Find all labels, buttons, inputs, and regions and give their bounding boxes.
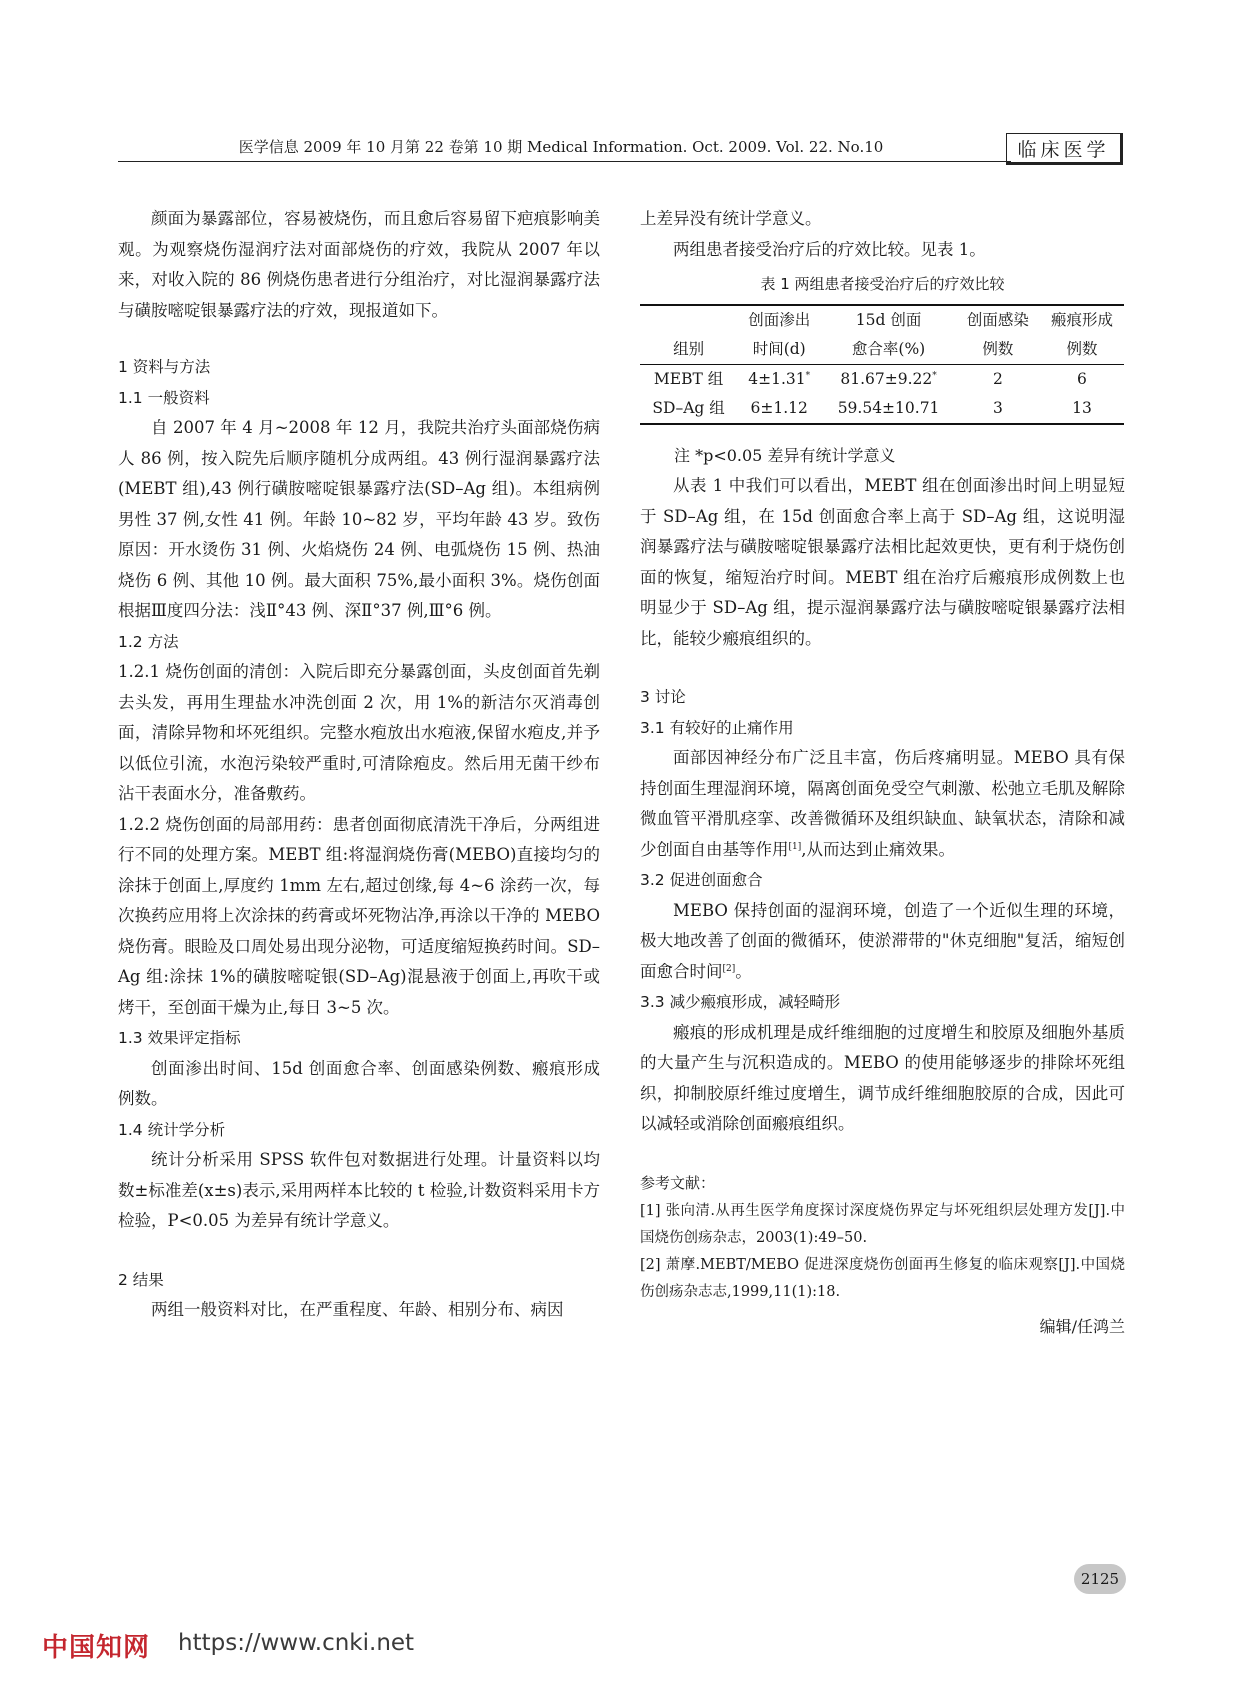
table-header-cell: 15d 创面 (821, 305, 956, 335)
table-cell: 6 (1077, 369, 1087, 388)
section-3-heading: 3 讨论 (640, 688, 686, 706)
citation: [1] (788, 841, 802, 852)
section-1-heading: 1 资料与方法 (118, 358, 211, 376)
table-header-cell: 创面感染 (956, 305, 1040, 335)
table-header-cell: 瘢痕形成 (1040, 305, 1124, 335)
section-1-3-text: 创面渗出时间、15d 创面愈合率、创面感染例数、瘢痕形成例数。 (118, 1058, 600, 1108)
section-3-2-heading: 3.2 促进创面愈合 (640, 871, 763, 889)
running-head: 医学信息 2009 年 10 月第 22 卷第 10 期 Medical Information. Oct. 2009. Vol. 22. No.10 (238, 138, 884, 156)
intro-paragraph: 颜面为暴露部位，容易被烧伤，而且愈后容易留下疤痕影响美观。为观察烧伤湿润疗法对面部烧伤的疗效，我院从 2007 年以来，对收入院的 86 例烧伤患者进行分组治疗，对比湿润暴露疗法与磺胺嘧啶银暴露疗法的疗效，现报道如下。 (118, 209, 600, 320)
section-1-3-heading: 1.3 效果评定指标 (118, 1029, 241, 1047)
table-header-cell (640, 305, 737, 335)
table-cell: 59.54±10.71 (821, 394, 956, 424)
section-1-2-heading: 1.2 方法 (118, 632, 179, 651)
table-cell: SD–Ag 组 (640, 394, 737, 424)
section-1-2-2-text: 1.2.2 烧伤创面的局部用药：患者创面彻底清洗干净后，分两组进行不同的处理方案。MEBT 组:将湿润烧伤膏(MEBO)直接均匀的涂抹于创面上,厚度约 1mm 左右,超过创缘,每 4~6 涂药一次，每次换药应用将上次涂抹的药膏或坏死物沾净,再涂以干净的 MEBO 烧伤膏。眼睑及口周处易出现分泌物，可适度缩短换药时间。SD–Ag 组:涂抹 1%的磺胺嘧啶银(SD–Ag)混悬液于创面上,再吹干或烤干，至创面干燥为止,每日 3~5 次。 (118, 814, 600, 1017)
table-header-cell: 例数 (956, 335, 1040, 365)
table-cell: 2 (992, 369, 1003, 388)
citation: [2] (722, 963, 736, 974)
section-2-continued: 上差异没有统计学意义。 (640, 209, 822, 228)
table-row (640, 394, 1124, 424)
section-1-4-heading: 1.4 统计学分析 (118, 1120, 226, 1139)
table-header-cell: 愈合率(%) (821, 335, 956, 365)
section-3-1-text: 面部因神经分布广泛且丰富，伤后疼痛明显。MEBO 具有保持创面生理湿润环境，隔离创面免受空气刺激、松弛立毛肌及解除微血管平滑肌痉挛、改善微循环及组织缺血、缺氧状态，清除和减少创面自由基等作用[1],从而达到止痛效果。 (640, 748, 1125, 859)
section-2-heading: 2 结果 (118, 1270, 164, 1289)
table-row (640, 364, 1124, 394)
table-note: 注 *p<0.05 差异有统计学意义 (674, 445, 896, 465)
section-1-2-1-text: 1.2.1 烧伤创面的清创：入院后即充分暴露创面，头皮创面首先剃去头发，再用生理盐水冲洗创面 2 次，用 1%的新洁尔灭消毒创面，清除异物和坏死组织。完整水疱放出水疱液,保留水疱皮,并予以低位引流，水泡污染较严重时,可清除疱皮。然后用无菌干纱布沾干表面水分，准备敷药。 (118, 662, 600, 803)
table-cell: 13 (1040, 394, 1124, 424)
section-1-1-heading: 1.1 一般资料 (118, 388, 210, 407)
table-header-cell: 组别 (640, 335, 737, 365)
table-cell: 3 (956, 394, 1040, 424)
table-cell: 4±1.31* (748, 369, 811, 388)
table-cell: 81.67±9.22* (840, 369, 937, 388)
editor-credit: 编辑/任鸿兰 (1039, 1317, 1125, 1336)
left-column (118, 204, 600, 1326)
references-heading: 参考文献： (640, 1173, 716, 1192)
table-header-row (640, 305, 1124, 335)
page-number: 2125 (1074, 1564, 1126, 1594)
header-rule (118, 161, 1011, 162)
section-3-1-heading: 3.1 有较好的止痛作用 (640, 718, 794, 737)
cnki-url[interactable]: https://www.cnki.net (178, 1630, 415, 1656)
section-3-3-text: 瘢痕的形成机理是成纤维细胞的过度增生和胶原及细胞外基质的大量产生与沉积造成的。MEBO 的使用能够逐步的排除坏死组织，抑制胶原纤维过度增生，调节成纤维细胞胶原的合成，因此可以减轻或消除创面瘢痕组织。 (640, 1022, 1125, 1133)
table-cell: 6±1.12 (737, 394, 821, 424)
reference-item: [2] 萧摩.MEBT/MEBO 促进深度烧伤创面再生修复的临床观察[J].中国烧伤创疡杂志志,1999,11(1):18. (640, 1257, 1125, 1300)
section-3-2-text: MEBO 保持创面的湿润环境，创造了一个近似生理的环境，极大地改善了创面的微循环，使淤滞带的"休克细胞"复活，缩短创面愈合时间[2]。 (640, 900, 1125, 981)
right-column (640, 204, 1125, 1343)
table-header-cell: 例数 (1040, 335, 1124, 365)
section-3-3-heading: 3.3 减少瘢痕形成，减轻畸形 (640, 993, 841, 1011)
table-caption: 表 1 两组患者接受治疗后的疗效比较 (760, 275, 1005, 293)
table-header-cell: 时间(d) (737, 335, 821, 365)
significance-marker: * (805, 370, 811, 381)
reference-item: [1] 张向清.从再生医学角度探讨深度烧伤界定与坏死组织层处理方发[J].中国烧伤创疡杂志，2003(1):49–50. (640, 1203, 1125, 1246)
results-table (640, 304, 1124, 425)
section-2-text: 两组一般资料对比，在严重程度、年龄、相别分布、病因 (151, 1300, 564, 1319)
section-1-4-text: 统计分析采用 SPSS 软件包对数据进行处理。计量资料以均数±标准差(x±s)表示,采用两样本比较的 t 检验,计数资料采用卡方检验，P<0.05 为差异有统计学意义。 (118, 1150, 600, 1230)
significance-marker: * (932, 370, 937, 381)
table-header-row (640, 335, 1124, 365)
section-1-1-text: 自 2007 年 4 月~2008 年 12 月，我院共治疗头面部烧伤病人 86 例，按入院先后顺序随机分成两组。43 例行湿润暴露疗法(MEBT 组),43 例行磺胺嘧啶银暴露疗法(SD–Ag 组)。本组病例男性 37 例,女性 41 例。年龄 10~82 岁，平均年龄 43 岁。致伤原因：开水烫伤 31 例、火焰烧伤 24 例、电弧烧伤 15 例、热油烧伤 6 例、其他 10 例。最大面积 75%,最小面积 3%。烧伤创面根据Ⅲ度四分法：浅Ⅱ°43 例、深Ⅱ°37 例,Ⅲ°6 例。 (118, 418, 600, 620)
table-cell: MEBT 组 (653, 369, 724, 388)
cnki-logo: 中国知网 (42, 1633, 151, 1663)
section-label: 临床医学 (1006, 133, 1123, 165)
table-header-cell: 创面渗出 (737, 305, 821, 335)
results-analysis: 从表 1 中我们可以看出，MEBT 组在创面渗出时间上明显短于 SD–Ag 组，在 15d 创面愈合率上高于 SD–Ag 组，这说明湿润暴露疗法与磺胺嘧啶银暴露疗法相比起效更快，更有利于烧伤创面的恢复，缩短治疗时间。MEBT 组在治疗后瘢痕形成例数上也明显少于 SD–Ag 组，提示湿润暴露疗法与磺胺嘧啶银暴露疗法相比，能较少瘢痕组织的。 (640, 476, 1125, 648)
section-2-text-2: 两组患者接受治疗后的疗效比较。见表 1。 (673, 239, 986, 259)
